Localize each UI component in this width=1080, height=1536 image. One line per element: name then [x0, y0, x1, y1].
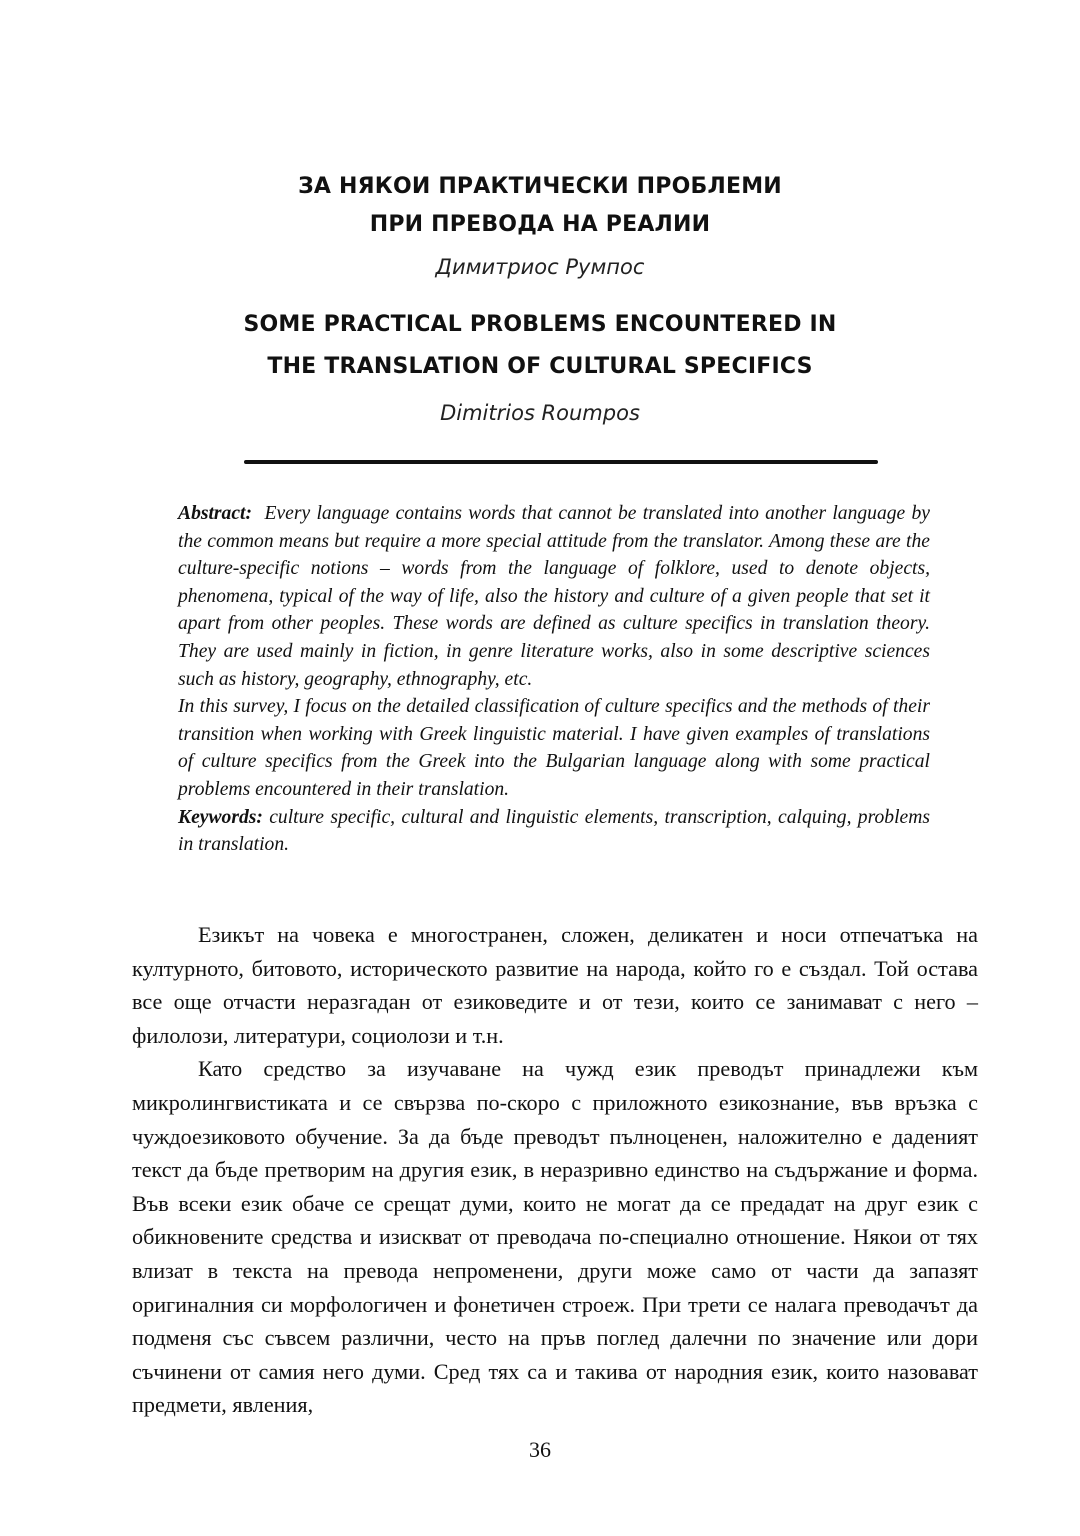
bulgarian-author: Димитриос Румпос [435, 255, 645, 279]
keywords-text: culture specific, cultural and linguistic elements, transcription, calquing, problems in translation. [178, 806, 930, 856]
abstract-label: Abstract: [178, 503, 253, 524]
abstract-paragraph-1 [178, 500, 930, 693]
bulgarian-title-line-1: ЗА НЯКОИ ПРАКТИЧЕСКИ ПРОБЛЕМИ [298, 174, 782, 199]
english-author: Dimitrios Roumpos [440, 401, 640, 425]
english-title-block [0, 304, 1080, 430]
keywords-label: Keywords: [178, 806, 263, 828]
page-number: 36 [529, 1437, 551, 1462]
english-title-line-1: SOME PRACTICAL PROBLEMS ENCOUNTERED IN [243, 312, 837, 337]
abstract-text-1: Every language contains words that cannot be translated into another language by the common means but require a more special attitude from the translator. Among these are the culture-specific notions – words from the language of folklore, used to denote objects, phenomena, typical of the way of life, also the history and culture of a given people that set it apart from other peoples. These words are defined as culture specifics in translation theory. They are used mainly in fiction, in genre literature works, also in some descriptive sciences such as history, geography, ethnography, etc. [178, 503, 930, 690]
main-text [132, 918, 978, 1422]
bulgarian-title-line-2: ПРИ ПРЕВОДА НА РЕАЛИИ [369, 212, 711, 237]
body-paragraph-2: Като средство за изучаване на чужд език преводът принадлежи към микролингвистиката и се свързва по-скоро с приложното езикознание, във връзка с чуждоезиковото обучение. За да бъде преводът пълноценен, наложително е даденият текст да бъде претворим на другия език, в неразривно единство на съдържание и форма. Във всеки език обаче се срещат думи, които не могат да се предадат на друг език с обикновените средства и изискват от преводача по-специално отношение. Някои от тях влизат в текста на превода непроменени, други може само от части да запазят оригиналния си морфологичен и фонетичен строеж. При трети се налага преводачът да подменя със съвсем различни, често на пръв поглед далечни по значение или дори съчинени от самия него думи. Сред тях са и такива от народния език, които назовават предмети, явления, [132, 1056, 978, 1418]
bulgarian-title-block [0, 168, 1080, 284]
abstract-paragraph-2: In this survey, I focus on the detailed classification of culture specifics and the methods of their transition when working with Greek linguistic material. I have given examples of translations of culture specifics from the Greek into the Bulgarian language along with some practical problems encountered in their translation. [178, 696, 930, 800]
title-divider [244, 460, 878, 464]
english-title-line-2: THE TRANSLATION OF CULTURAL SPECIFICS [267, 354, 813, 379]
keywords-paragraph [178, 804, 930, 859]
body-paragraph-1: Езикът на човека е многостранен, сложен, деликатен и носи отпечатъка на културното, битовото, историческото развитие на народа, който го е създал. Той остава все още отчасти неразгадан от езиковедите и от тези, които се занимават с него – филолози, литератури, социолози и т.н. [132, 922, 978, 1048]
abstract-block [178, 500, 930, 859]
